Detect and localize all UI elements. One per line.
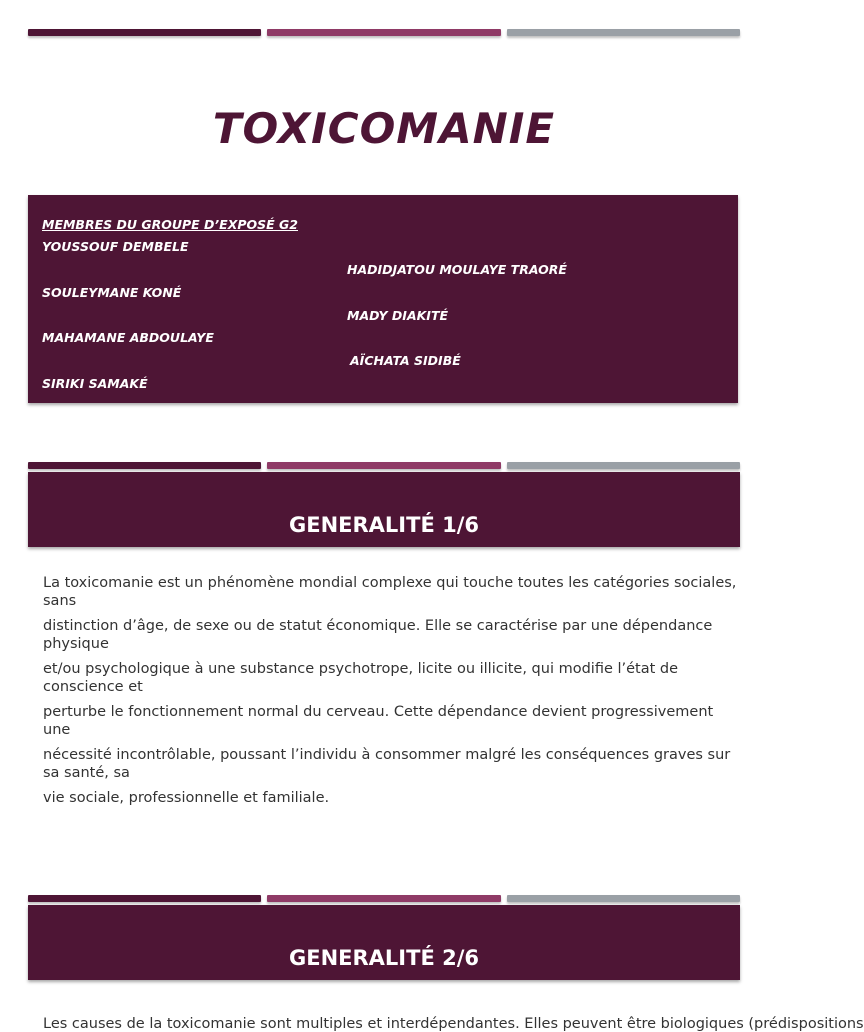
stripe-magenta xyxy=(267,462,500,469)
section-body xyxy=(43,574,743,814)
member-name: SIRIKI SAMAKÉ xyxy=(42,376,148,391)
member-name: HADIDJATOU MOULAYE TRAORÉ xyxy=(347,262,567,277)
members-box xyxy=(28,195,738,403)
member-name: MADY DIAKITÉ xyxy=(347,308,449,323)
stripe-dark xyxy=(28,462,261,469)
member-name: MAHAMANE ABDOULAYE xyxy=(42,330,214,345)
paragraph: La toxicomanie est un phénomène mondial complexe qui touche toutes les catégories sociales, sans xyxy=(43,575,737,609)
member-name: YOUSSOUF DEMBELE xyxy=(42,239,189,254)
paragraph: distinction d’âge, de sexe ou de statut économique. Elle se caractérise par une dépendance physique xyxy=(43,618,713,652)
stripe-gray xyxy=(507,29,740,36)
member-name: SOULEYMANE KONÉ xyxy=(42,285,182,300)
section-heading: GENERALITÉ 1/6 xyxy=(289,513,479,537)
decorative-stripes xyxy=(28,462,740,469)
member-name: AÏCHATA SIDIBÉ xyxy=(350,353,461,368)
section-banner xyxy=(28,472,740,547)
stripe-magenta xyxy=(267,895,500,902)
stripe-gray xyxy=(507,895,740,902)
paragraph: vie sociale, professionnelle et familiale. xyxy=(43,790,330,806)
paragraph: perturbe le fonctionnement normal du cerveau. Cette dépendance devient progressivement une xyxy=(43,704,714,738)
section-banner xyxy=(28,905,740,980)
section-heading: GENERALITÉ 2/6 xyxy=(289,946,479,970)
stripe-dark xyxy=(28,895,261,902)
members-heading: MEMBRES DU GROUPE D’EXPOSÉ G2 xyxy=(42,217,298,232)
paragraph: Les causes de la toxicomanie sont multiples et interdépendantes. Elles peuvent être biologiques (prédispositions xyxy=(43,1016,864,1032)
stripe-gray xyxy=(507,462,740,469)
decorative-stripes xyxy=(28,895,740,902)
page-title: TOXICOMANIE xyxy=(212,104,556,153)
stripe-dark xyxy=(28,29,261,36)
paragraph: et/ou psychologique à une substance psychotrope, licite ou illicite, qui modifie l’état de conscience et xyxy=(43,661,679,695)
stripe-magenta xyxy=(267,29,500,36)
paragraph: nécessité incontrôlable, poussant l’individu à consommer malgré les conséquences graves sur sa santé, sa xyxy=(43,747,731,781)
decorative-stripes xyxy=(28,29,740,36)
